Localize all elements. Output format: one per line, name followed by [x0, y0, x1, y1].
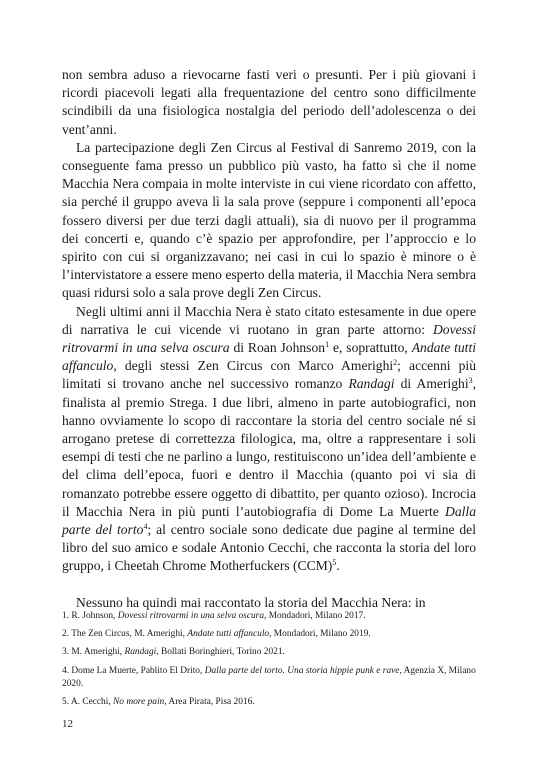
text-run: , degli stessi Zen Circus con Marco Amerighi	[113, 358, 394, 374]
paragraph-1: non sembra aduso a rievocarne fasti veri o presunti. Per i più giovani i ricordi piacevoli legati alla frequentazione del centro sono difficilmente scindibili da una fisiologica nostalgia del periodo dell’adolescenza o dei vent’anni.	[62, 67, 476, 137]
footnote-title: Randagi	[124, 647, 157, 658]
book-title: Dalla parte del torto	[62, 503, 476, 538]
text-run: di Roan Johnson	[229, 340, 326, 356]
book-title: Dovessi ritrovarmi in una selva oscura	[62, 321, 476, 356]
book-title: Randagi	[348, 376, 395, 392]
footnote-text: 2. The Zen Circus, M. Amerighi,	[62, 629, 188, 640]
footnote-1	[62, 610, 476, 623]
paragraph-3	[62, 303, 476, 576]
footnote-text: , Agenzia X, Milano 2020.	[62, 665, 476, 689]
text-run: .	[336, 558, 340, 574]
book-title: Andate tutti affanculo	[62, 340, 477, 374]
text-run: ; al centro sociale sono dedicate due pagine al termine del libro del suo amico e sodale Antonio Cecchi, che racconta la storia del loro gruppo, i Cheetah Chrome Motherfuckers (CCM)	[62, 522, 476, 574]
footnote-text: , Bollati Boringhieri, Torino 2021.	[156, 647, 285, 658]
page-number: 12	[62, 718, 73, 730]
text-run: Negli ultimi anni il Macchia Nera è stato citato estesamente in due opere di narrativa le cui vicende vi ruotano in gran parte attorno:	[62, 303, 476, 337]
footnote-ref-1: 1	[325, 340, 330, 350]
footnote-text: 1. R. Johnson,	[62, 611, 118, 621]
text-run: e, soprattutto,	[329, 340, 412, 356]
footnote-text: , Area Pirata, Pisa 2016.	[164, 697, 255, 708]
footnote-text: 3. M. Amerighi,	[62, 647, 125, 658]
footnote-ref-3: 3	[468, 376, 473, 386]
footnote-text: , Mondadori, Milano 2017.	[264, 611, 366, 621]
footnote-title: No more pain	[113, 697, 165, 708]
footnote-text: , Mondadori, Milano 2019.	[269, 629, 371, 640]
footnotes	[62, 610, 476, 714]
footnote-ref-4: 4	[143, 522, 148, 532]
footnote-text: 4. Dome La Muerte, Pablito El Drito,	[62, 665, 205, 676]
paragraph-2: La partecipazione degli Zen Circus al Festival di Sanremo 2019, con la conseguente fama presso un pubblico più vasto, ha fatto sì che il nome Macchia Nera compaia in molte interviste in cui viene ricordato con affetto, sia perché il gruppo aveva lì la sala prove (seppure i componenti all’epoca fossero diversi per due terzi dagli attuali), sia di nuovo per il programma dei concerti e, quando c’è spazio per approfondire, per l’approccio e lo spirito con cui si organizzavano; nei casi in cui lo spazio è minore o è l’intervistatore a essere meno esperto della materia, il Macchia Nera sembra quasi ridursi solo a sala prove degli Zen Circus.	[62, 139, 476, 301]
footnote-title: Dalla parte del torto. Una storia hippie punk e rave	[204, 665, 400, 676]
paragraph-4: Nessuno ha quindi mai raccontato la storia del Macchia Nera: in	[76, 594, 426, 610]
body-text	[62, 66, 476, 612]
footnote-5	[62, 696, 476, 709]
footnote-text: 5. A. Cecchi,	[62, 697, 114, 708]
footnote-ref-5: 5	[332, 558, 337, 568]
footnote-title: Dovessi ritrovarmi in una selva oscura	[117, 611, 265, 621]
footnote-title: Andate tutti affanculo	[187, 629, 270, 640]
footnote-3	[62, 646, 476, 659]
text-run: ; accenni più limitati si trovano anche nel successivo romanzo	[62, 358, 477, 392]
text-run: di Amerighi	[394, 376, 469, 392]
text-run: , finalista al premio Strega. I due libri, almeno in parte autobiografici, non hanno ovviamente lo scopo di raccontare la storia del centro sociale né si arrogano pretese di correttezza filologica, ma, oltre a rappresentare i soli esempi di testi che ne parlino a lungo, restituiscono un’idea dell’ambiente e del clima dell’epoca, fuori e dentro il Macchia (quanto poi vi sia di romanzato potrebbe essere oggetto di dibattito, per quanto ozioso). Incrocia il Macchia Nera in più punti l’autobiografia di Dome La Muerte	[62, 376, 477, 519]
footnote-4	[62, 665, 476, 691]
footnote-ref-2: 2	[393, 358, 398, 368]
footnote-2	[62, 628, 476, 641]
